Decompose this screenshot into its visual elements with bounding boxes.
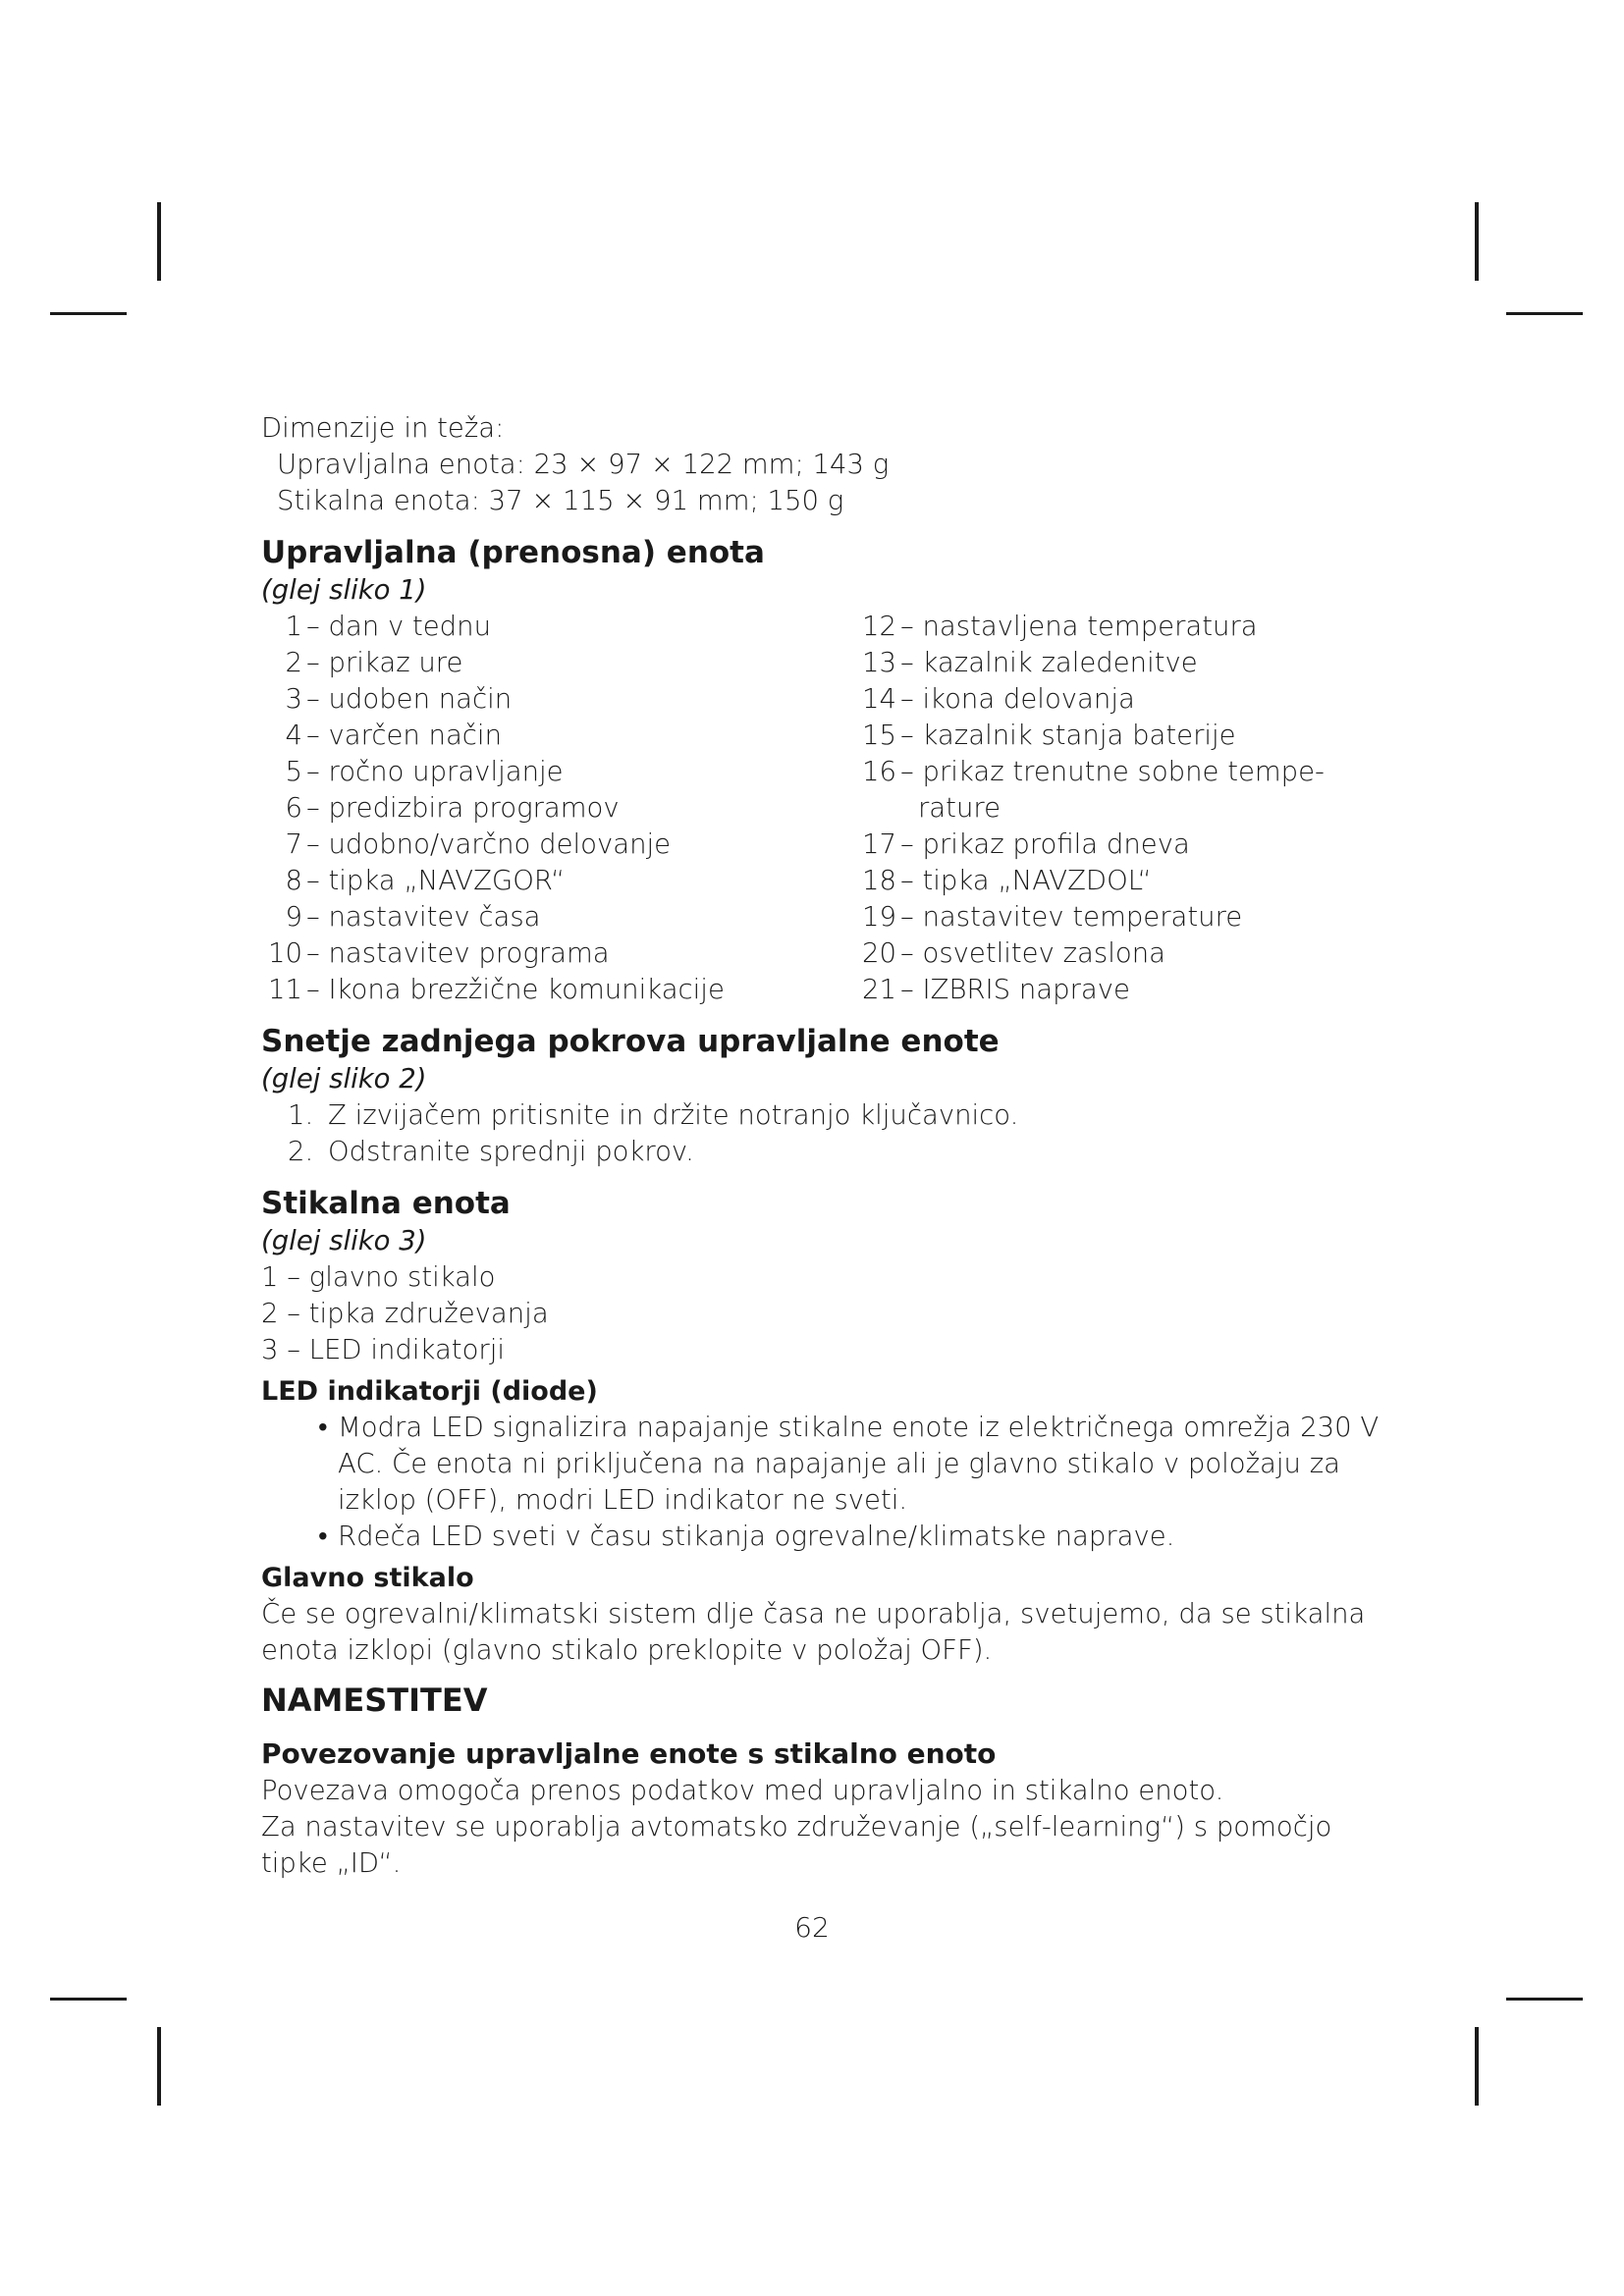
legend-item bbox=[261, 827, 855, 863]
legend-text: – udobno/varčno delovanje bbox=[306, 828, 672, 860]
crop-mark-top-right-horizontal bbox=[1506, 312, 1583, 315]
page-content bbox=[261, 410, 1400, 1882]
main-switch-text: Če se ogrevalni/klimatski sistem dlje časa ne uporablja, svetujemo, da se stikalna enota izklopi (glavno stikalo preklopite v položaj OFF). bbox=[261, 1598, 1366, 1666]
legend-item bbox=[261, 609, 855, 645]
main-switch-heading: Glavno stikalo bbox=[261, 1563, 474, 1593]
legend-number: 9 bbox=[285, 901, 302, 933]
legend-text: – prikaz trenutne sobne tempe- bbox=[900, 756, 1325, 787]
legend-item bbox=[261, 754, 855, 790]
legend-text: – Ikona brezžične komunikacije bbox=[306, 974, 725, 1005]
figure-reference: (glej sliko 1) bbox=[261, 574, 427, 606]
legend-number: 19 bbox=[862, 901, 896, 933]
legend-number: 18 bbox=[862, 865, 896, 896]
cover-steps bbox=[261, 1097, 1400, 1170]
page-number: 62 bbox=[794, 1911, 830, 1944]
control-unit-heading: Upravljalna (prenosna) enota bbox=[261, 535, 765, 570]
legend-item bbox=[855, 899, 1366, 935]
installation-line: Za nastavitev se uporablja avtomatsko združevanje („self-learning“) s pomočjo tipke „ID“. bbox=[261, 1811, 1332, 1879]
cover-section bbox=[261, 1022, 1400, 1170]
legend-text: – tipka „NAVZDOL“ bbox=[900, 865, 1152, 896]
bullet-item: • Modra LED signalizira napajanje stikalne enote iz električnega omrežja 230 V AC. Če enota ni priključena na napajanje ali je glavno stikalo v položaju za izklop (OFF), modri LED indikator ne sveti. bbox=[318, 1410, 1400, 1519]
legend-item bbox=[855, 863, 1366, 899]
legend-text: – tipka „NAVZGOR“ bbox=[306, 865, 566, 896]
legend-text: – nastavitev temperature bbox=[900, 901, 1243, 933]
legend-item bbox=[855, 681, 1366, 718]
legend-item bbox=[855, 827, 1366, 863]
legend-item bbox=[261, 645, 855, 681]
legend-number: 11 bbox=[268, 974, 302, 1005]
figure-reference: (glej sliko 3) bbox=[261, 1225, 427, 1256]
legend-text: – nastavitev programa bbox=[306, 937, 610, 969]
legend-number: 1 bbox=[285, 611, 302, 642]
legend-item bbox=[855, 935, 1366, 972]
crop-mark-top-right-vertical bbox=[1475, 202, 1479, 281]
legend-text-continuation: rature bbox=[918, 792, 1001, 824]
crop-mark-bottom-left-vertical bbox=[157, 2027, 161, 2106]
crop-mark-top-left-horizontal bbox=[50, 312, 127, 315]
legend-number: 7 bbox=[285, 828, 302, 860]
switch-unit-heading: Stikalna enota bbox=[261, 1186, 511, 1221]
switch-unit-item: 3 – LED indikatorji bbox=[261, 1334, 505, 1365]
legend-number: 13 bbox=[862, 647, 896, 678]
legend-text: – osvetlitev zaslona bbox=[900, 937, 1165, 969]
switch-unit-item: 2 – tipka združevanja bbox=[261, 1298, 549, 1329]
legend-left-column bbox=[261, 609, 855, 1008]
legend-text: – varčen način bbox=[306, 720, 502, 751]
specs-line: Upravljalna enota: 23 × 97 × 122 mm; 143 g bbox=[277, 449, 890, 480]
legend-text: – udoben način bbox=[306, 683, 513, 715]
legend-item bbox=[261, 863, 855, 899]
switch-unit-item: 1 – glavno stikalo bbox=[261, 1261, 496, 1293]
legend-text: – dan v tednu bbox=[306, 611, 492, 642]
legend-text: – ročno upravljanje bbox=[306, 756, 564, 787]
legend-columns bbox=[261, 609, 1400, 1008]
legend-item bbox=[855, 754, 1366, 790]
legend-text: – prikaz profila dneva bbox=[900, 828, 1190, 860]
legend-number: 21 bbox=[862, 974, 896, 1005]
legend-number: 17 bbox=[862, 828, 896, 860]
legend-item bbox=[261, 681, 855, 718]
legend-number: 10 bbox=[268, 937, 302, 969]
bullet-item: • Rdeča LED sveti v času stikanja ogrevalne/klimatske naprave. bbox=[318, 1519, 1400, 1555]
legend-item bbox=[855, 972, 1366, 1008]
led-heading: LED indikatorji (diode) bbox=[261, 1376, 598, 1407]
legend-item bbox=[855, 609, 1366, 645]
installation-heading: NAMESTITEV bbox=[261, 1682, 488, 1719]
led-section bbox=[261, 1374, 1400, 1555]
legend-number: 14 bbox=[862, 683, 896, 715]
crop-mark-top-left-vertical bbox=[157, 202, 161, 281]
legend-text: – kazalnik zaledenitve bbox=[900, 647, 1198, 678]
control-unit-section bbox=[261, 533, 1400, 1008]
legend-number: 3 bbox=[285, 683, 302, 715]
legend-number: 4 bbox=[285, 720, 302, 751]
legend-item bbox=[261, 790, 855, 827]
legend-text: – nastavljena temperatura bbox=[900, 611, 1258, 642]
installation-line: Povezava omogoča prenos podatkov med upravljalno in stikalno enoto. bbox=[261, 1775, 1224, 1806]
legend-number: 15 bbox=[862, 720, 896, 751]
legend-right-column bbox=[855, 609, 1366, 1008]
legend-item bbox=[261, 935, 855, 972]
legend-text: – kazalnik stanja baterije bbox=[900, 720, 1236, 751]
led-bullets bbox=[261, 1410, 1400, 1555]
specs-line: Stikalna enota: 37 × 115 × 91 mm; 150 g bbox=[277, 485, 844, 516]
step-item: 2. Odstranite sprednji pokrov. bbox=[322, 1134, 1400, 1170]
legend-text: – prikaz ure bbox=[306, 647, 463, 678]
installation-section bbox=[261, 1681, 1400, 1882]
crop-mark-bottom-left-horizontal bbox=[50, 1998, 127, 2001]
legend-text: – nastavitev časa bbox=[306, 901, 541, 933]
specs-section bbox=[261, 410, 1400, 519]
legend-number: 20 bbox=[862, 937, 896, 969]
legend-number: 2 bbox=[285, 647, 302, 678]
specs-title: Dimenzije in teža: bbox=[261, 412, 505, 444]
legend-number: 5 bbox=[285, 756, 302, 787]
cover-heading: Snetje zadnjega pokrova upravljalne enote bbox=[261, 1024, 1000, 1059]
legend-text: – predizbira programov bbox=[306, 792, 620, 824]
installation-subheading: Povezovanje upravljalne enote s stikalno enoto bbox=[261, 1737, 997, 1770]
legend-item bbox=[261, 899, 855, 935]
legend-item bbox=[855, 718, 1366, 754]
legend-item bbox=[261, 972, 855, 1008]
legend-text: – IZBRIS naprave bbox=[900, 974, 1130, 1005]
legend-item bbox=[261, 718, 855, 754]
legend-number: 16 bbox=[862, 756, 896, 787]
switch-unit-section bbox=[261, 1184, 1400, 1368]
legend-text: – ikona delovanja bbox=[900, 683, 1135, 715]
legend-number: 6 bbox=[285, 792, 302, 824]
legend-number: 12 bbox=[862, 611, 896, 642]
main-switch-section bbox=[261, 1561, 1400, 1669]
step-item: 1. Z izvijačem pritisnite in držite notranjo ključavnico. bbox=[322, 1097, 1400, 1134]
legend-number: 8 bbox=[285, 865, 302, 896]
legend-item bbox=[855, 645, 1366, 681]
figure-reference: (glej sliko 2) bbox=[261, 1063, 427, 1095]
crop-mark-bottom-right-vertical bbox=[1475, 2027, 1479, 2106]
crop-mark-bottom-right-horizontal bbox=[1506, 1998, 1583, 2001]
